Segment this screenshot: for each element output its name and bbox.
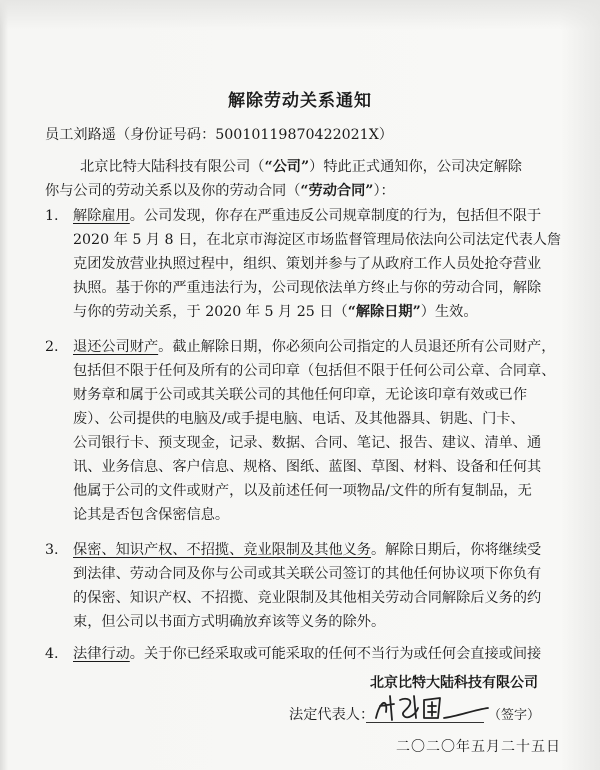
item-1-line-3: 克团发放营业执照过程中，组织、策划并参与了从政府工作人员处抢夺营业 [73, 256, 542, 272]
item-1-line-4: 执照。基于你的严重违法行为，公司现依法单方终止与你的劳动合同，解除 [73, 280, 542, 296]
item-2-line-5: 公司银行卡、预支现金，记录、数据、合同、笔记、报告、建议、清单、通 [73, 435, 542, 451]
item-4-line-1: 法律行动。关于你已经采取或可能采取的任何不当行为或任何会直接或间接 [73, 646, 542, 662]
item-3-line-4: 束，但公司以书面方式明确放弃该等义务的除外。 [73, 614, 386, 630]
item-2-line-6: 讯、业务信息、客户信息、规格、图纸、蓝图、草图、材料、设备和任何其 [73, 459, 542, 475]
handwritten-signature [370, 690, 494, 724]
sign-note: （签字） [488, 708, 541, 723]
item-2-line-4: 废）、公司提供的电脑及/或手提电脑、电话、及其他器具、钥匙、门卡、 [73, 411, 525, 427]
employee-line: 员工刘路遥（身份证号码：50010119870422021X） [45, 127, 393, 143]
item-4-heading: 法律行动 [73, 646, 130, 662]
item-2-line-1: 退还公司财产。截止解除日期，你必须向公司指定的人员退还所有公司财产， [73, 339, 556, 355]
page-title: 解除劳动关系通知 [228, 91, 372, 111]
item-2-line-2: 包括但不限于任何及所有的公司印章（包括但不限于任何公司公章、合同章、 [73, 363, 556, 379]
legal-rep-label: 法定代表人： [289, 707, 375, 723]
intro-line-1: 北京比特大陆科技有限公司（“公司”）特此正式通知你，公司决定解除 [80, 159, 522, 175]
item-1-line-1: 解除雇用。公司发现，你存在严重违反公司规章制度的行为，包括但不限于 [73, 208, 542, 224]
company-signature: 北京比特大陆科技有限公司 [370, 675, 538, 691]
document-date: 二〇二〇年五月二十五日 [396, 739, 561, 755]
item-1-number: 1. [45, 208, 59, 224]
item-3-heading: 保密、知识产权、不招揽、竞业限制及其他义务 [73, 542, 371, 558]
item-3-line-3: 的保密、知识产权、不招揽、竞业限制及其他相关劳动合同解除后义务的约 [73, 590, 542, 606]
item-1-line-2: 2020 年 5 月 8 日，在北京市海淀区市场监督管理局依法向公司法定代表人詹 [73, 232, 562, 248]
item-2-heading: 退还公司财产 [73, 339, 159, 355]
item-2-line-8: 论其是否包含保密信息。 [73, 507, 230, 523]
scan-shadow [0, 0, 600, 30]
signature-scribble-icon [370, 690, 494, 724]
item-3-line-1: 保密、知识产权、不招揽、竞业限制及其他义务。解除日期后，你将继续受 [73, 542, 542, 558]
item-4-number: 4. [45, 646, 59, 662]
item-2-number: 2. [45, 339, 59, 355]
item-2-line-7: 他属于公司的文件或财产，以及前述任何一项物品/文件的所有复制品，无 [73, 483, 532, 499]
item-1-line-5: 与你的劳动关系，于 2020 年 5 月 25 日（“解除日期”）生效。 [73, 304, 478, 320]
signature-line [366, 722, 484, 723]
item-1-heading: 解除雇用 [73, 208, 130, 224]
item-3-line-2: 到法律、劳动合同及你与公司或其关联公司签订的其他任何协议项下你负有 [73, 566, 542, 582]
item-3-number: 3. [45, 542, 59, 558]
item-2-line-3: 财务章和属于公司或其关联公司的其他任何印章，无论该印章有效或已作 [73, 387, 528, 403]
intro-line-2: 你与公司的劳动关系以及你的劳动合同（“劳动合同”）： [45, 183, 395, 199]
